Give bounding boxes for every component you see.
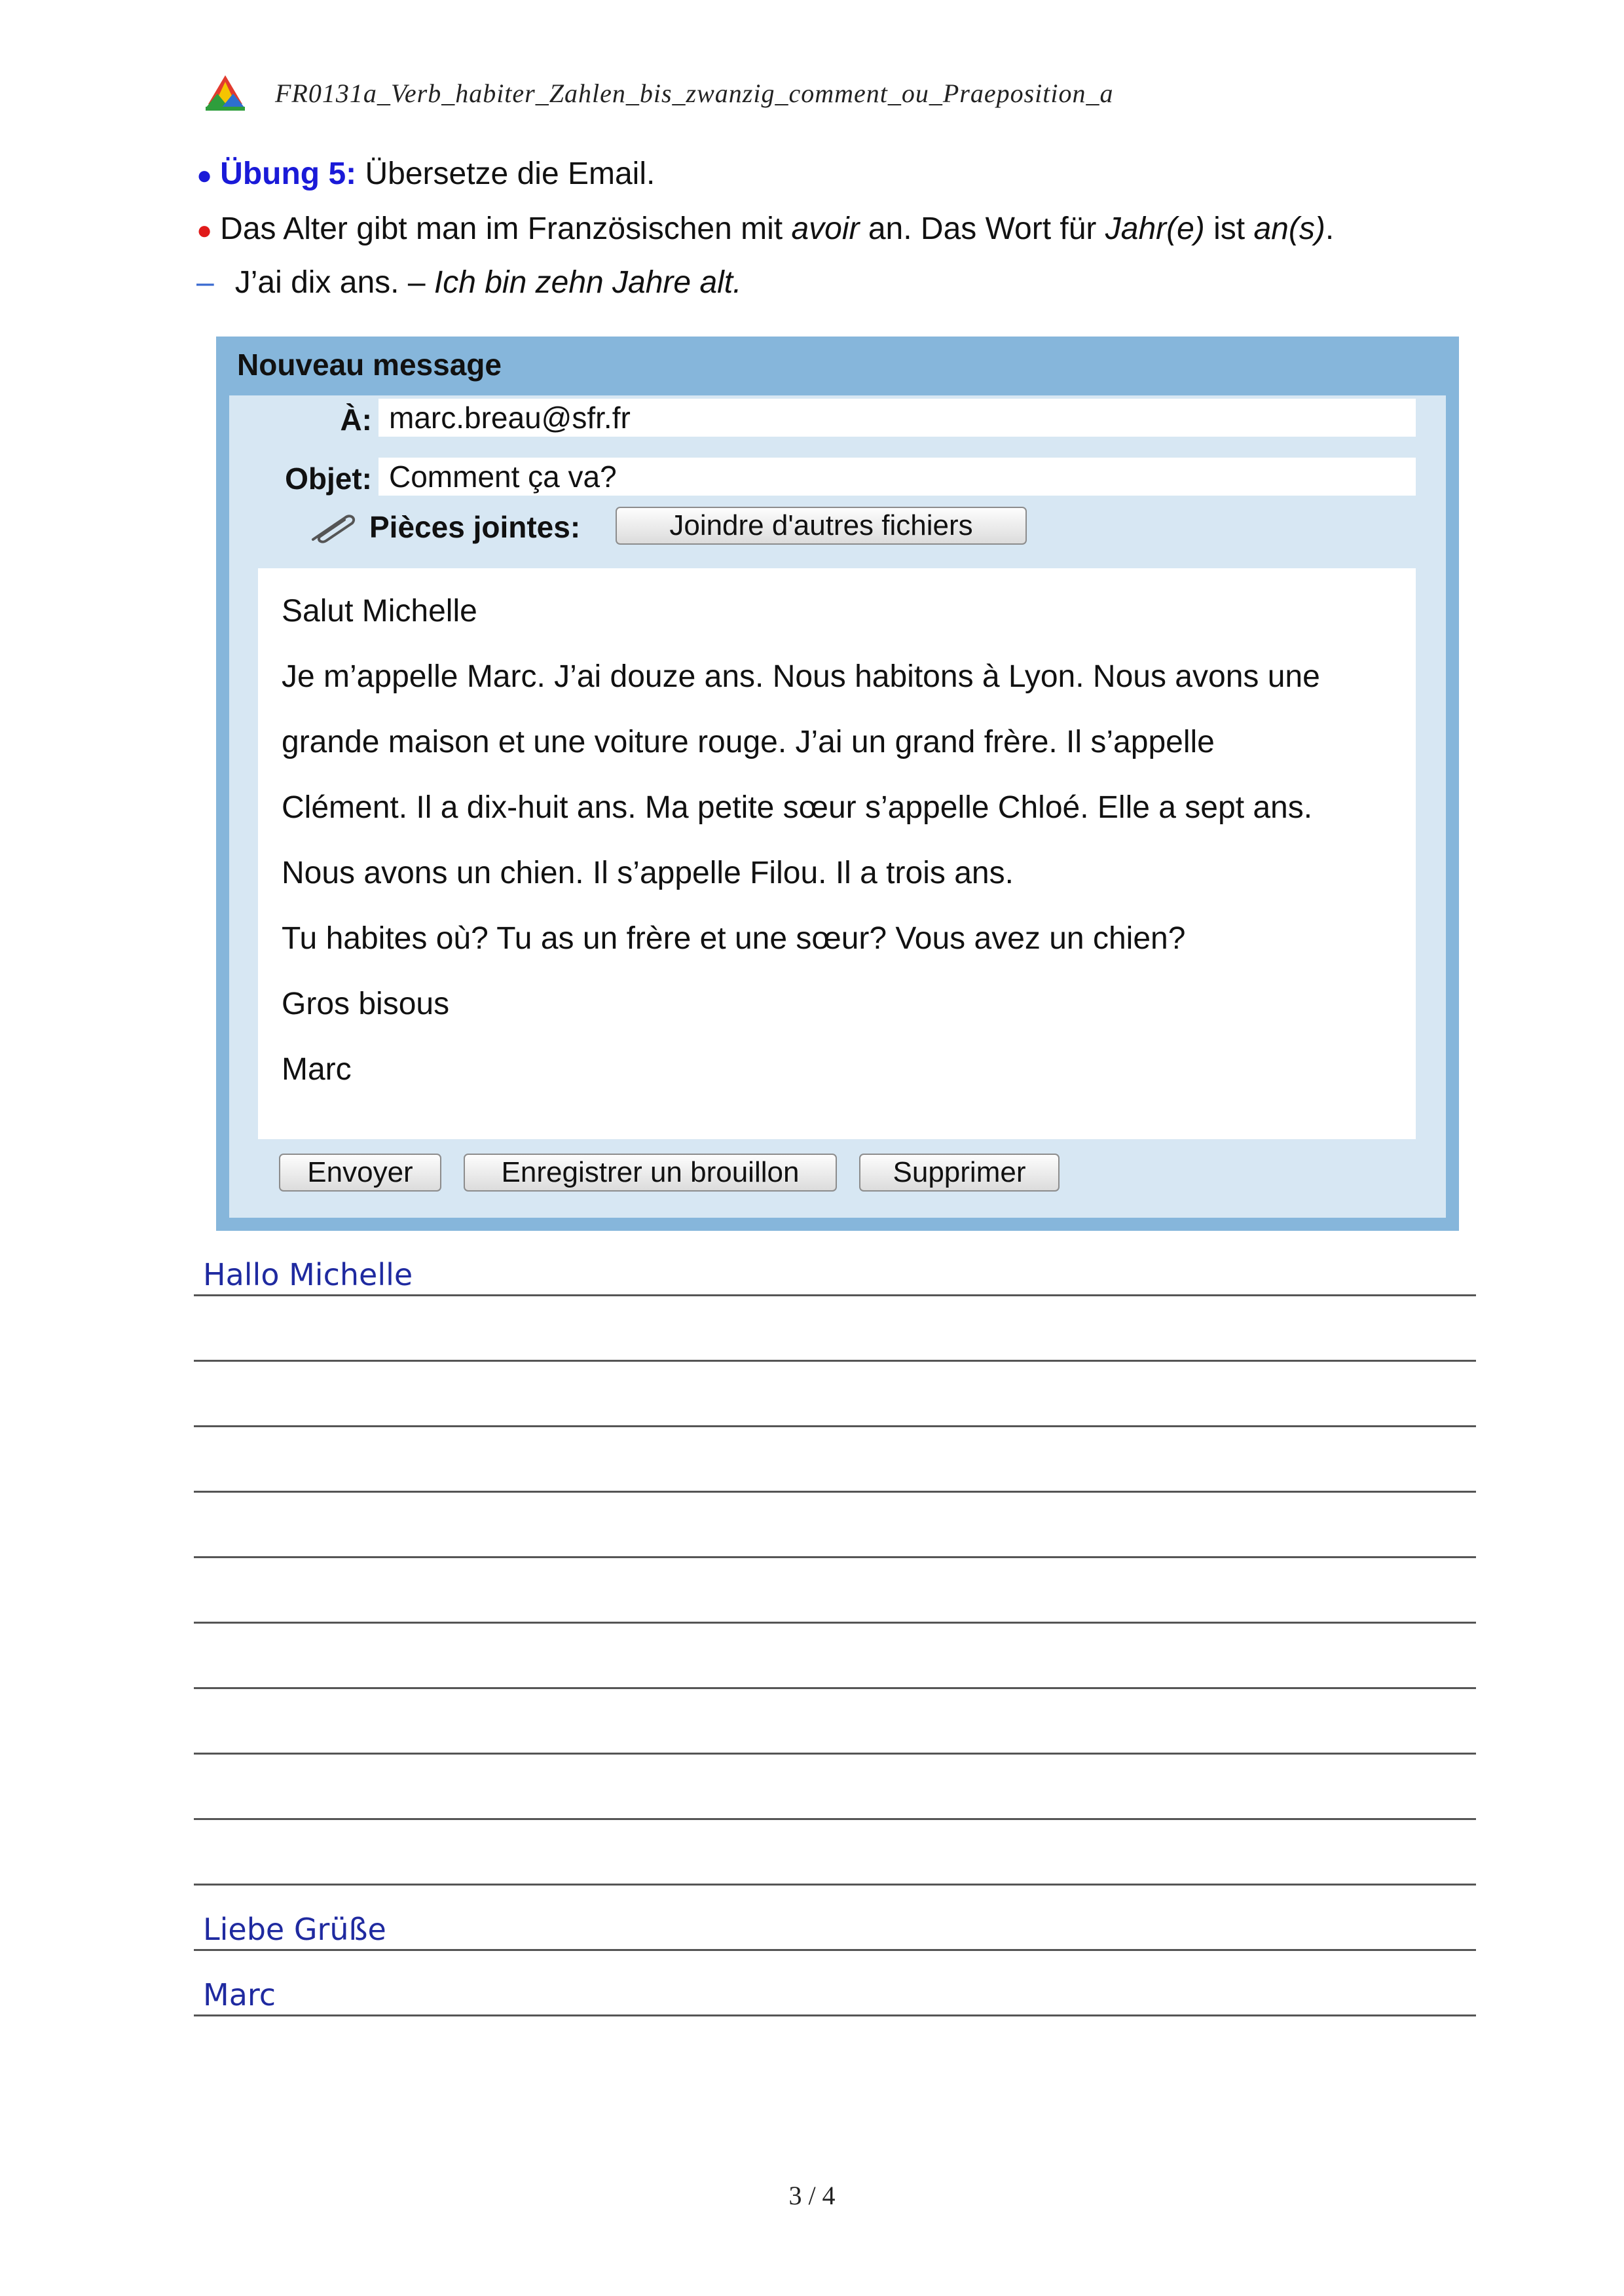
to-label: À:: [340, 403, 372, 437]
exercise-instruction: [196, 156, 655, 192]
writing-line[interactable]: [194, 1949, 1476, 1951]
document-header: [203, 73, 1114, 113]
writing-line[interactable]: [194, 1687, 1476, 1689]
subject-field[interactable]: Comment ça va?: [378, 458, 1416, 496]
note-italic: an(s): [1253, 211, 1325, 246]
writing-line[interactable]: [194, 1622, 1476, 1624]
grammar-note: [196, 211, 1334, 247]
body-line: Nous avons un chien. Il s’appelle Filou. Il a trois ans.: [282, 856, 1014, 890]
body-line: grande maison et une voiture rouge. J’ai un grand frère. Il s’appelle: [282, 725, 1215, 759]
writing-line[interactable]: [194, 1818, 1476, 1820]
to-field[interactable]: marc.breau@sfr.fr: [378, 399, 1416, 437]
logo-icon: [203, 74, 248, 112]
writing-line[interactable]: [194, 1753, 1476, 1755]
answer-greeting: Hallo Michelle: [203, 1257, 413, 1292]
body-line: Gros bisous: [282, 987, 450, 1021]
email-window: [216, 337, 1459, 1231]
bullet-icon: ●: [196, 216, 213, 245]
writing-line[interactable]: [194, 1425, 1476, 1427]
writing-line[interactable]: [194, 1491, 1476, 1493]
note-italic: Jahr(e): [1105, 211, 1205, 246]
note-text: Das Alter gibt man im Französischen mit: [220, 211, 792, 246]
writing-line[interactable]: [194, 1294, 1476, 1296]
document-title: FR0131a_Verb_habiter_Zahlen_bis_zwanzig_comment_ou_Praeposition_a: [275, 78, 1114, 108]
writing-line[interactable]: [194, 1360, 1476, 1362]
attachments-label: Pièces jointes:: [369, 510, 581, 544]
note-text: ist: [1204, 211, 1254, 246]
example-line: [196, 264, 741, 301]
body-line: Tu habites où? Tu as un frère et une sœur? Vous avez un chien?: [282, 921, 1186, 956]
writing-line[interactable]: [194, 1884, 1476, 1886]
exercise-label: Übung 5:: [220, 156, 357, 191]
save-draft-button[interactable]: Enregistrer un brouillon: [464, 1154, 837, 1192]
email-form: [229, 395, 1446, 1218]
paperclip-icon: [308, 511, 358, 545]
writing-line[interactable]: [194, 2014, 1476, 2016]
example-french: J’ai dix ans. –: [234, 265, 434, 300]
page-number: 3 / 4: [788, 2181, 836, 2210]
writing-line[interactable]: [194, 1556, 1476, 1558]
subject-label: Objet:: [285, 462, 372, 496]
body-line: Marc: [282, 1052, 352, 1087]
email-window-title: Nouveau message: [237, 348, 502, 382]
dash-icon: –: [196, 265, 214, 300]
message-body[interactable]: [258, 568, 1416, 1139]
body-line: Je m’appelle Marc. J’ai douze ans. Nous habitons à Lyon. Nous avons une: [282, 659, 1320, 694]
body-line: Clément. Il a dix-huit ans. Ma petite sœur s’appelle Chloé. Elle a sept ans.: [282, 790, 1313, 825]
bullet-icon: ●: [196, 161, 213, 190]
exercise-task: Übersetze die Email.: [356, 156, 655, 191]
note-text: an. Das Wort für: [859, 211, 1105, 246]
delete-button[interactable]: Supprimer: [859, 1154, 1060, 1192]
note-text: .: [1325, 211, 1335, 246]
example-german: Ich bin zehn Jahre alt.: [434, 265, 742, 300]
body-line: Salut Michelle: [282, 594, 477, 629]
attach-files-button[interactable]: Joindre d'autres fichiers: [616, 507, 1027, 545]
note-italic: avoir: [791, 211, 860, 246]
send-button[interactable]: Envoyer: [279, 1154, 441, 1192]
answer-signature: Marc: [203, 1977, 276, 2013]
answer-closing: Liebe Grüße: [203, 1912, 386, 1947]
